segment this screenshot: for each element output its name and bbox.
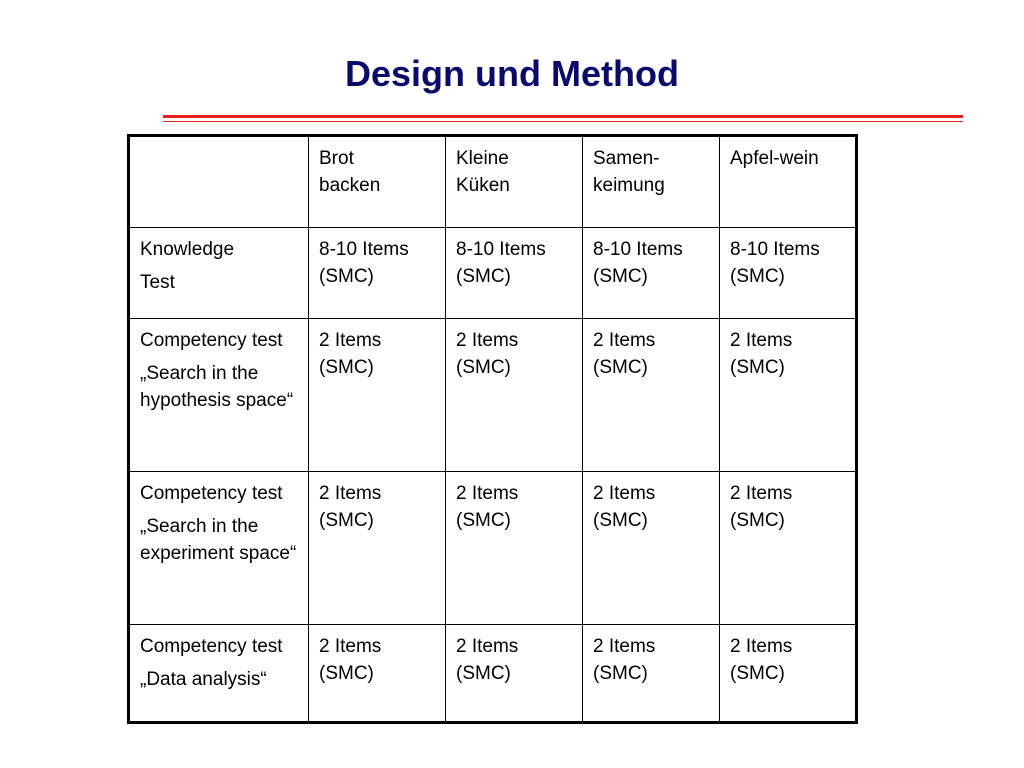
table-cell: 2 Items (SMC) [583,472,720,625]
table-cell: 8-10 Items (SMC) [309,228,446,319]
table-cell: 2 Items (SMC) [309,625,446,723]
title-underline-thick [163,115,963,118]
table-cell: 2 Items (SMC) [720,472,857,625]
header-cell: Kleine Küken [446,136,583,228]
table-row [129,472,857,625]
slide-title: Design und Method [345,53,679,94]
table-row [129,319,857,472]
table-cell: 2 Items (SMC) [446,319,583,472]
header-cell: Apfel-wein [720,136,857,228]
header-cell-empty [129,136,309,228]
table-cell: 2 Items (SMC) [720,319,857,472]
table-cell: 2 Items (SMC) [583,319,720,472]
table-cell: 2 Items (SMC) [583,625,720,723]
table-row [129,228,857,319]
table-cell: 2 Items (SMC) [309,472,446,625]
header-cell: Brot backen [309,136,446,228]
table-cell: 8-10 Items (SMC) [583,228,720,319]
table-cell: 2 Items (SMC) [446,472,583,625]
table-cell: 2 Items (SMC) [446,625,583,723]
row-label: Competency test „Search in the hypothesis space“ [129,319,309,472]
row-label: Competency test „Data analysis“ [129,625,309,723]
table-header-row [129,136,857,228]
table-cell: 2 Items (SMC) [309,319,446,472]
header-cell: Samen- keimung [583,136,720,228]
table-cell: 2 Items (SMC) [720,625,857,723]
table-cell: 8-10 Items (SMC) [720,228,857,319]
table-cell: 8-10 Items (SMC) [446,228,583,319]
table-row [129,625,857,723]
design-table [127,134,858,724]
row-label: Competency test „Search in the experiment space“ [129,472,309,625]
title-underline-thin [163,121,963,122]
row-label: Knowledge Test [129,228,309,319]
